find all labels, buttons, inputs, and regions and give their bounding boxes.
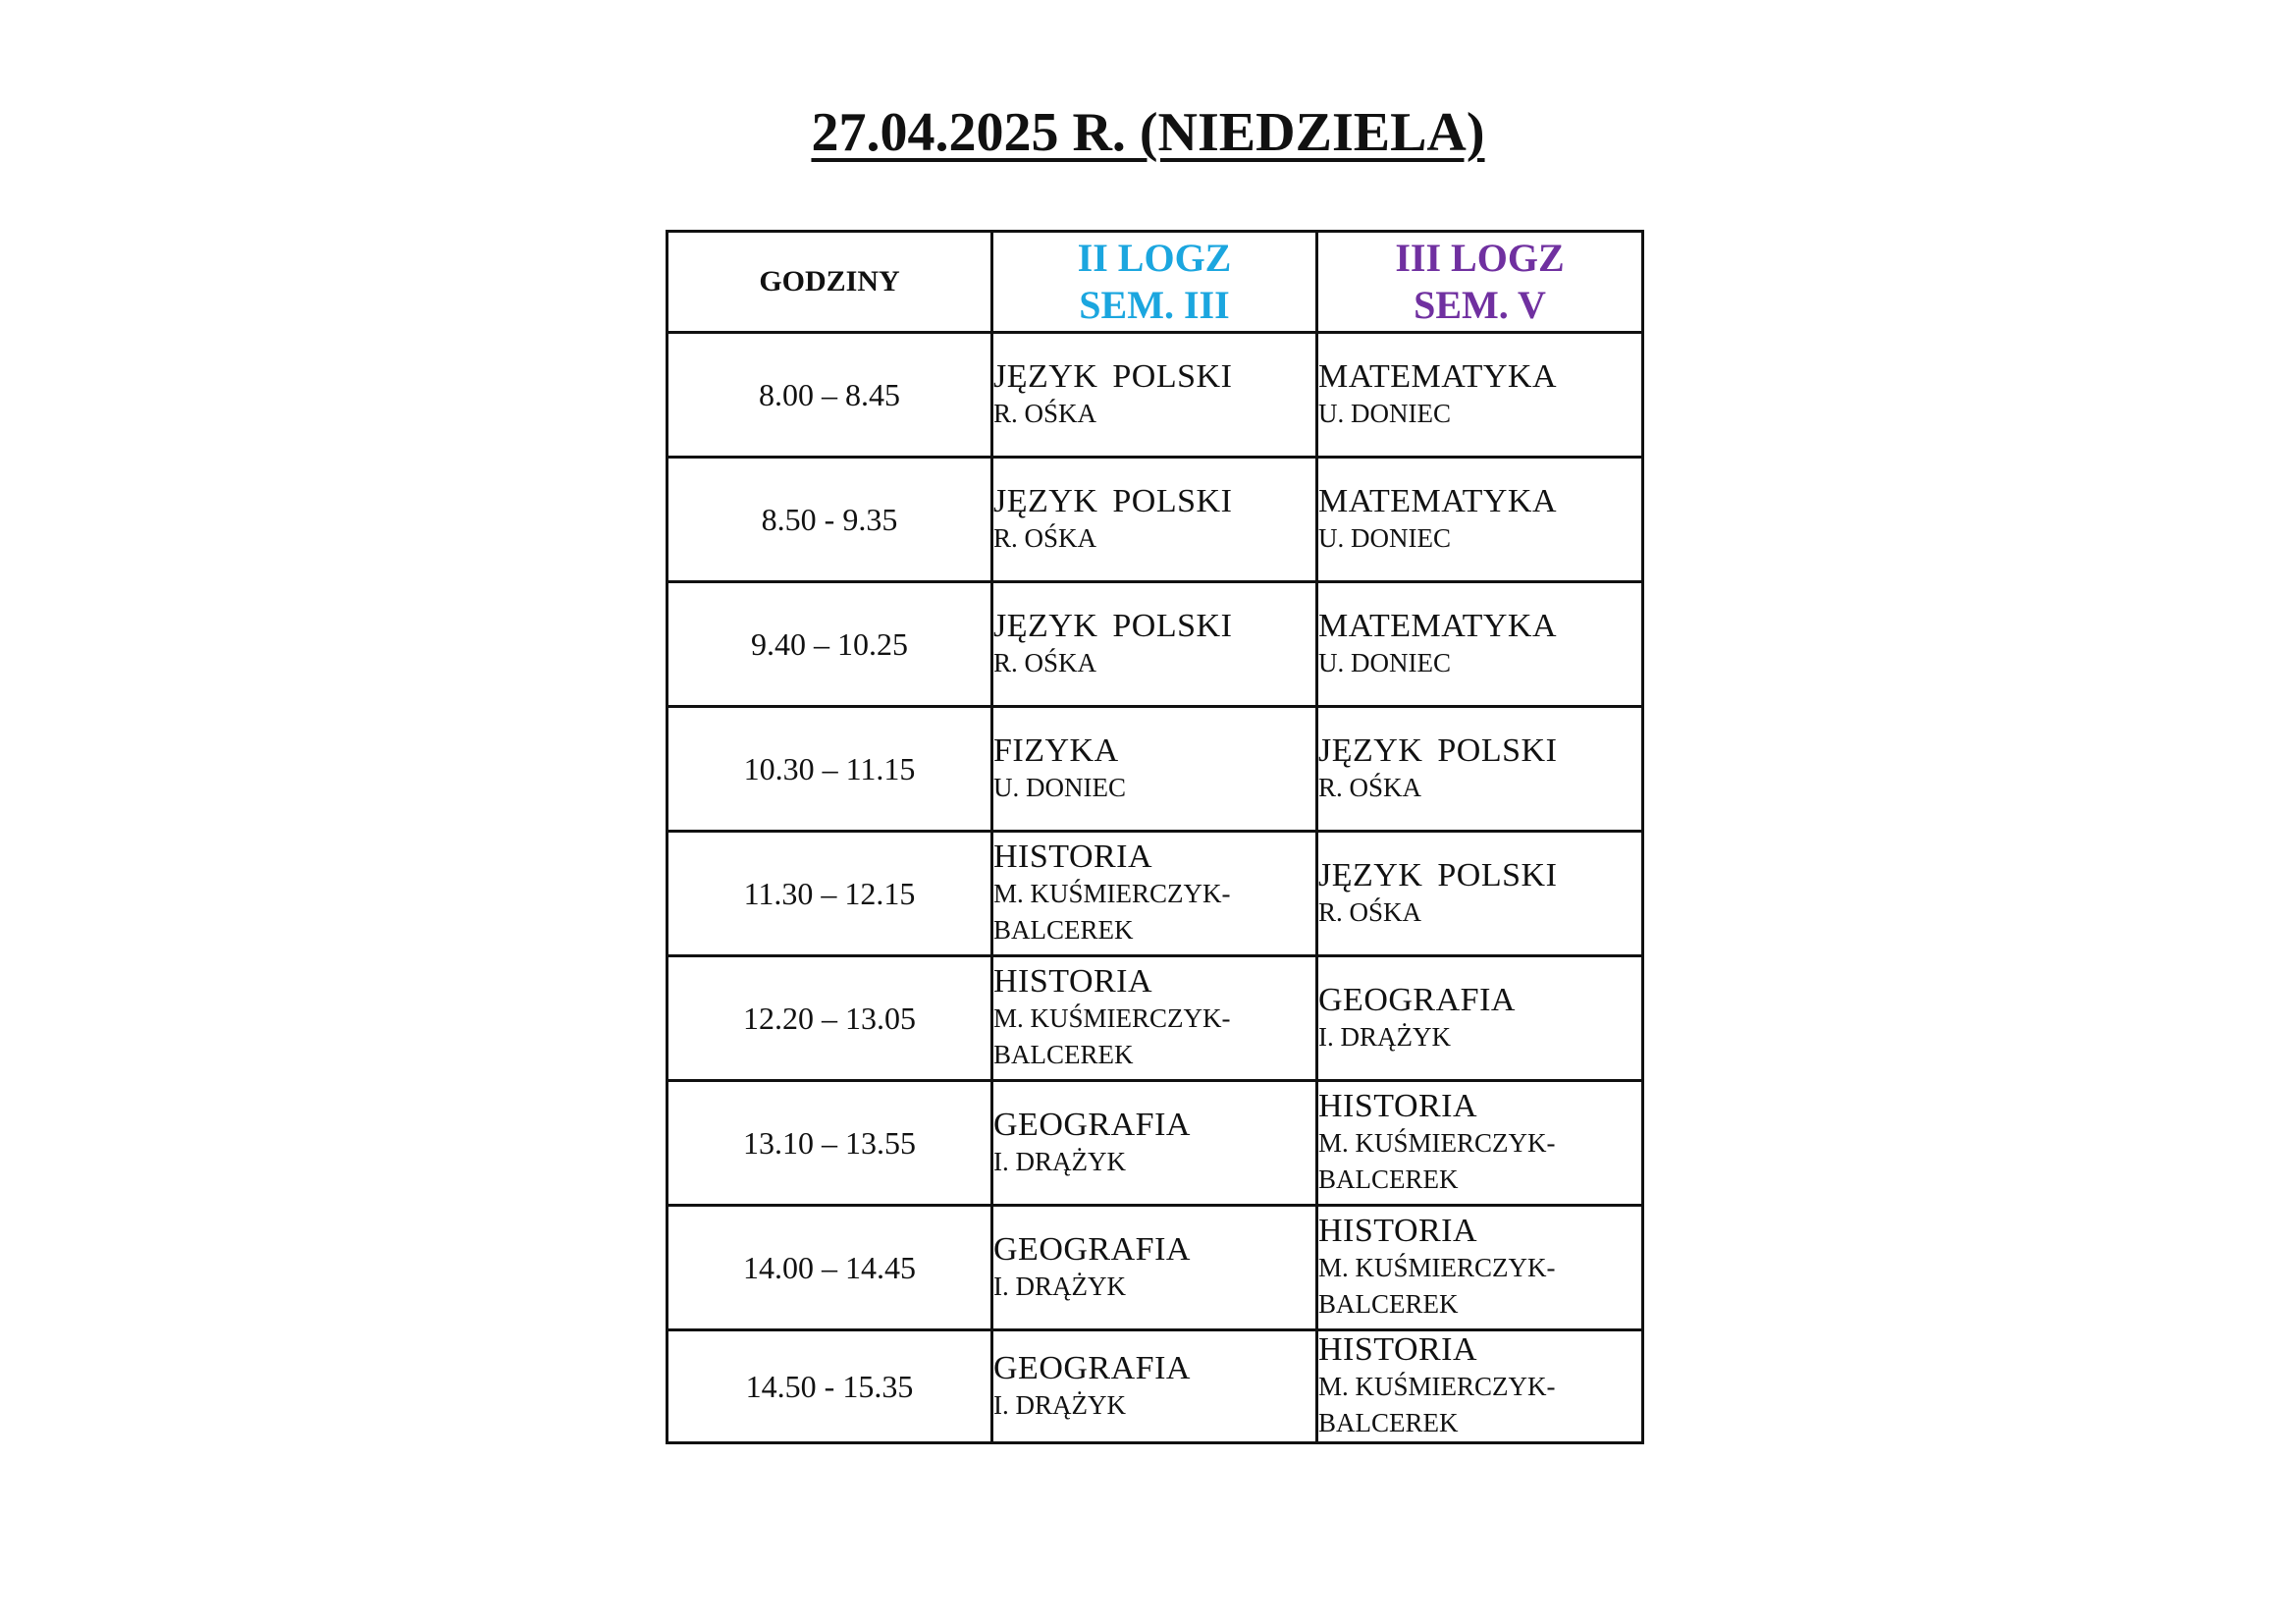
- lesson-cell-class-b: [1317, 1206, 1643, 1330]
- teacher-name: M. KUŚMIERCZYK-: [1318, 1128, 1556, 1158]
- lesson-cell-class-b: [1317, 333, 1643, 458]
- teacher-name-continued: BALCEREK: [1318, 1164, 1459, 1194]
- lesson-cell-class-b: [1317, 1330, 1643, 1443]
- lesson-cell-class-a: [992, 1081, 1317, 1206]
- teacher-name: I. DRĄŻYK: [1318, 1021, 1451, 1052]
- time-slot: 14.00 – 14.45: [667, 1206, 992, 1330]
- lesson-cell-class-b: [1317, 707, 1643, 832]
- subject-name: GEOGRAFIA: [993, 1106, 1191, 1143]
- time-slot: 14.50 - 15.35: [667, 1330, 992, 1443]
- subject-name: HISTORIA: [1318, 1213, 1478, 1249]
- lesson-cell-class-a: [992, 832, 1317, 956]
- time-slot: 8.00 – 8.45: [667, 333, 992, 458]
- lesson-cell-class-a: [992, 707, 1317, 832]
- teacher-name-continued: BALCEREK: [993, 1040, 1134, 1069]
- table-header-row: [667, 232, 1643, 333]
- teacher-name-continued: BALCEREK: [993, 915, 1134, 945]
- class-a-column-header: [992, 232, 1317, 333]
- teacher-name: R. OŚKA: [993, 647, 1097, 677]
- subject-name: HISTORIA: [1318, 1331, 1478, 1368]
- class-a-name: II LOGZ: [1077, 236, 1232, 280]
- subject-name: MATEMATYKA: [1318, 607, 1557, 644]
- teacher-name: M. KUŚMIERCZYK-: [993, 1003, 1231, 1033]
- subject-name: MATEMATYKA: [1318, 482, 1557, 519]
- subject-name: MATEMATYKA: [1318, 357, 1557, 395]
- subject-name: HISTORIA: [1318, 1088, 1478, 1124]
- time-slot: 8.50 - 9.35: [667, 458, 992, 582]
- table-row: [667, 333, 1643, 458]
- schedule-body: [667, 333, 1643, 1443]
- teacher-name: U. DONIEC: [1318, 398, 1451, 428]
- subject-name: GEOGRAFIA: [1318, 981, 1516, 1018]
- lesson-cell-class-a: [992, 458, 1317, 582]
- subject-name: JĘZYK POLSKI: [993, 482, 1233, 519]
- table-row: [667, 707, 1643, 832]
- table-row: [667, 956, 1643, 1081]
- teacher-name: I. DRĄŻYK: [993, 1271, 1126, 1301]
- teacher-name: R. OŚKA: [993, 522, 1097, 553]
- class-b-name: III LOGZ: [1395, 236, 1565, 280]
- teacher-name: U. DONIEC: [1318, 647, 1451, 677]
- lesson-cell-class-b: [1317, 1081, 1643, 1206]
- table-row: [667, 1330, 1643, 1443]
- class-b-semester: SEM. V: [1414, 283, 1546, 327]
- teacher-name: R. OŚKA: [1318, 896, 1422, 927]
- lesson-cell-class-b: [1317, 458, 1643, 582]
- teacher-name-continued: BALCEREK: [1318, 1289, 1459, 1319]
- time-slot: 13.10 – 13.55: [667, 1081, 992, 1206]
- teacher-name: U. DONIEC: [993, 772, 1126, 802]
- page-title: 27.04.2025 R. (NIEDZIELA): [811, 102, 1485, 163]
- table-row: [667, 458, 1643, 582]
- teacher-name: M. KUŚMIERCZYK-: [1318, 1253, 1556, 1282]
- teacher-name: I. DRĄŻYK: [993, 1146, 1126, 1176]
- subject-name: GEOGRAFIA: [993, 1349, 1191, 1386]
- hours-column-header: GODZINY: [667, 232, 992, 333]
- teacher-name: M. KUŚMIERCZYK-: [1318, 1372, 1556, 1401]
- schedule-table: [666, 230, 1644, 1444]
- subject-name: HISTORIA: [993, 963, 1153, 1000]
- table-row: [667, 832, 1643, 956]
- table-row: [667, 1206, 1643, 1330]
- lesson-cell-class-a: [992, 1206, 1317, 1330]
- lesson-cell-class-b: [1317, 582, 1643, 707]
- time-slot: 11.30 – 12.15: [667, 832, 992, 956]
- subject-name: HISTORIA: [993, 839, 1153, 875]
- lesson-cell-class-a: [992, 333, 1317, 458]
- table-row: [667, 582, 1643, 707]
- time-slot: 10.30 – 11.15: [667, 707, 992, 832]
- time-slot: 12.20 – 13.05: [667, 956, 992, 1081]
- lesson-cell-class-a: [992, 956, 1317, 1081]
- lesson-cell-class-a: [992, 1330, 1317, 1443]
- teacher-name: R. OŚKA: [1318, 772, 1422, 802]
- teacher-name: R. OŚKA: [993, 398, 1097, 428]
- subject-name: FIZYKA: [993, 731, 1119, 769]
- teacher-name: U. DONIEC: [1318, 522, 1451, 553]
- class-a-semester: SEM. III: [1079, 283, 1230, 327]
- table-row: [667, 1081, 1643, 1206]
- class-b-column-header: [1317, 232, 1643, 333]
- teacher-name-continued: BALCEREK: [1318, 1408, 1459, 1437]
- teacher-name: M. KUŚMIERCZYK-: [993, 879, 1231, 908]
- lesson-cell-class-b: [1317, 832, 1643, 956]
- subject-name: JĘZYK POLSKI: [993, 357, 1233, 395]
- time-slot: 9.40 – 10.25: [667, 582, 992, 707]
- lesson-cell-class-b: [1317, 956, 1643, 1081]
- subject-name: JĘZYK POLSKI: [1318, 731, 1558, 769]
- subject-name: JĘZYK POLSKI: [1318, 856, 1558, 893]
- subject-name: JĘZYK POLSKI: [993, 607, 1233, 644]
- subject-name: GEOGRAFIA: [993, 1230, 1191, 1268]
- lesson-cell-class-a: [992, 582, 1317, 707]
- teacher-name: I. DRĄŻYK: [993, 1389, 1126, 1420]
